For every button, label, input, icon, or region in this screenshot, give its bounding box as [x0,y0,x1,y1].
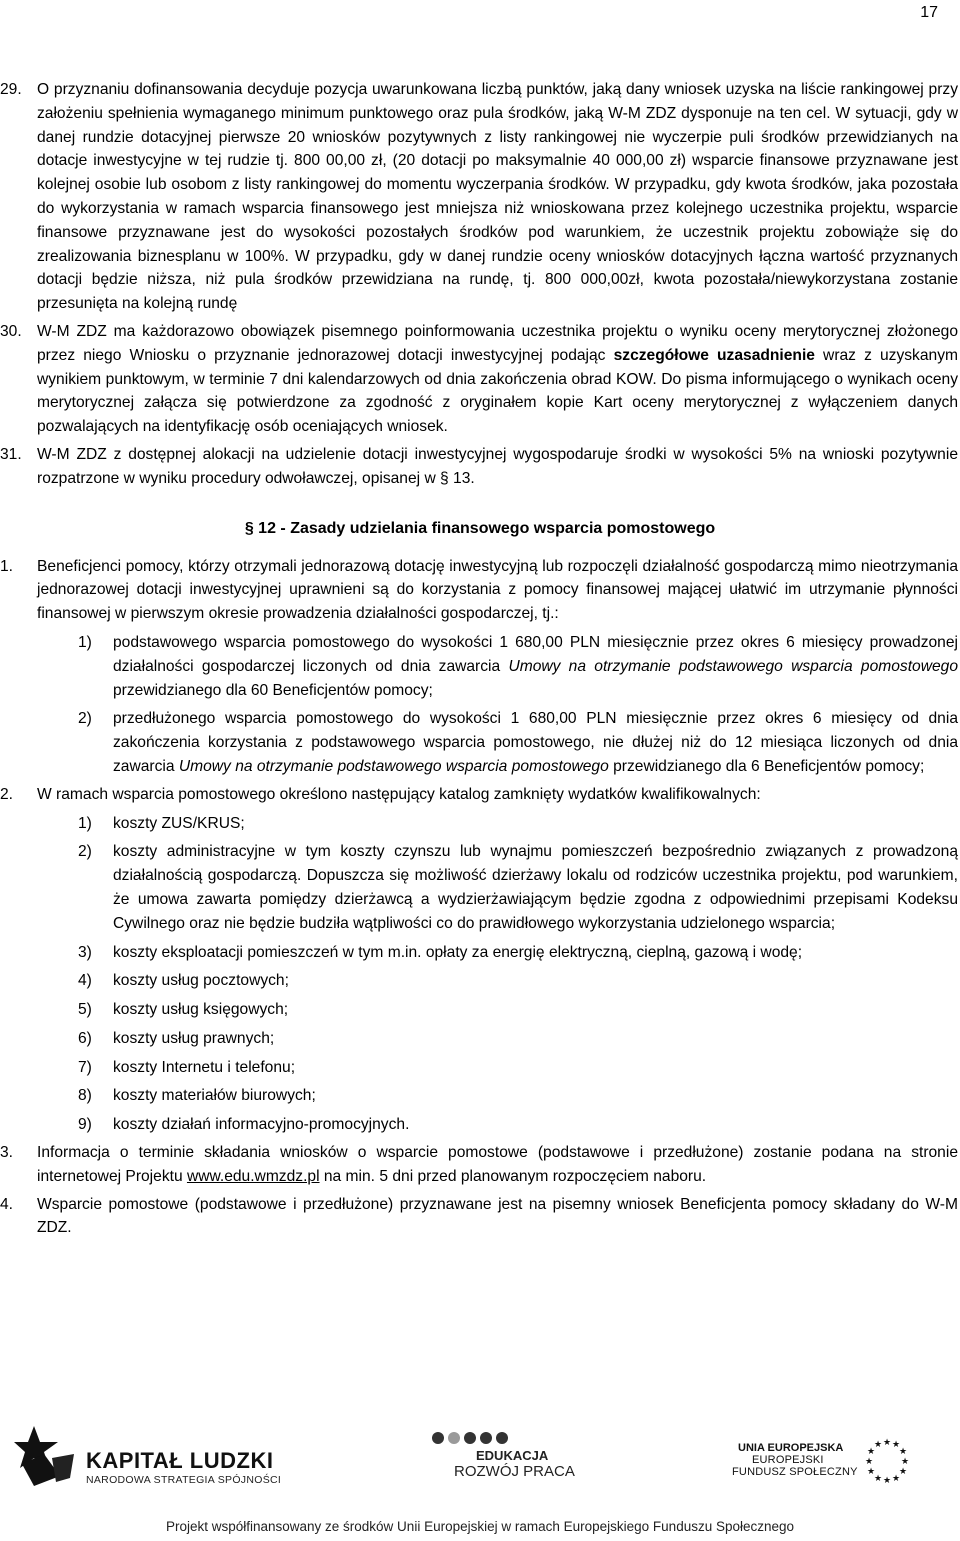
sub-item-text: podstawowego wsparcia pomostowego do wysokości 1 680,00 PLN miesięcznie przez okres 6 miesięcy prowadzonej działalności gospodarczej liczonych od dnia zawarcia [113,633,958,675]
svg-text:★: ★ [882,1438,892,1448]
svg-text:★: ★ [891,1474,901,1484]
sub-item-number: 2) [78,843,92,861]
list-item [0,812,960,836]
sub-item-text: koszty ZUS/KRUS; [113,814,245,832]
sub-item-text: koszty eksploatacji pomieszczeń w tym m.in. opłaty za energię elektryczną, cieplną, gazową i wodę; [113,943,803,961]
italic-text: Umowy na otrzymanie podstawowego wsparcia pomostowego [508,657,958,675]
list-item [0,1027,960,1051]
paragraph-30 [0,320,960,439]
page-number: 17 [920,4,938,21]
logo-title: KAPITAŁ LUDZKI [86,1448,274,1473]
sub-item [0,707,960,778]
eu-stars-icon [862,1436,912,1486]
logo-line-2: EUROPEJSKI [752,1454,824,1466]
ue-logo-text [732,1442,858,1478]
svg-text:★: ★ [873,1474,883,1484]
footer-logos [0,1418,960,1498]
item-number: 31. [0,445,22,463]
list-item [0,840,960,935]
list-item [0,998,960,1022]
logo-line-2: ROZWÓJ PRACA [454,1463,575,1480]
item-text: W ramach wsparcia pomostowego określono następujący katalog zamknięty wydatków kwalifikowalnych: [37,785,761,803]
svg-text:★: ★ [900,1457,910,1467]
sub-item-number: 6) [78,1029,92,1047]
svg-text:★: ★ [898,1447,908,1457]
sub-item-text: przewidzianego dla 6 Beneficjentów pomocy; [608,757,925,775]
sub-item-text: koszty działań informacyjno-promocyjnych. [113,1116,410,1134]
sub-item-text: koszty usług księgowych; [113,1001,289,1019]
item-number: 29. [0,81,22,98]
item-number: 1. [0,557,14,575]
dots-icon [432,1432,575,1444]
paragraph-29 [0,78,960,316]
sub-item-text: przedłużonego wsparcia pomostowego do wysokości 1 680,00 PLN miesięcznie przez okres 6 miesięcy od dnia zakończenia korzystania z podstawowego wsparcia pomostowego, nie dłużej niż do 12 miesiąca liczonych od dnia zawarcia [113,710,958,775]
item-text: Beneficjenci pomocy, którzy otrzymali jednorazową dotację inwestycyjną lub rozpoczęli działalność gospodarczą mimo nieotrzymania jednorazowej dotacji inwestycyjnej uprawnieni są do korzystania z pomocy finansowej mającej ułatwić im utrzymanie płynności finansowej w pierwszym okresie prowadzenia działalności gospodarczej, tj.: [37,557,958,623]
item-number: 3. [0,1144,14,1162]
sub-item-number: 1) [78,633,92,651]
svg-text:★: ★ [866,1467,876,1477]
sub-item-text: koszty Internetu i telefonu; [113,1058,296,1076]
bold-text: szczegółowe uzasadnienie [613,346,815,364]
item-text: na min. 5 dni przed planowanym rozpoczęciem naboru. [319,1167,707,1185]
svg-text:★: ★ [864,1457,874,1467]
sub-item-text: przewidzianego dla 60 Beneficjentów pomocy; [113,681,433,699]
sub-item-number: 9) [78,1116,92,1134]
list-item [0,1056,960,1080]
svg-text:★: ★ [898,1467,908,1477]
section-item-1 [0,555,960,626]
svg-text:★: ★ [882,1476,892,1486]
sub-item-number: 7) [78,1058,92,1076]
footer-note: Projekt współfinansowany ze środków Unii Europejskiej w ramach Europejskiego Funduszu Społecznego [165,1519,795,1534]
item-text: W-M ZDZ z dostępnej alokacji na udzielenie dotacji inwestycyjnej wygospodaruje środki w wysokości 5% na wnioski pozytywnie rozpatrzone w wyniku procedury odwoławczej, opisanej w § 13. [37,445,958,487]
item-text: Informacja o terminie składania wniosków o wsparcie pomostowe (podstawowe i przedłużone) zostanie podana na stronie internetowej Projektu [37,1144,958,1185]
logo-line-1: EDUKACJA [476,1448,549,1463]
logo-line-1: UNIA EUROPEJSKA [738,1442,844,1454]
sub-item [0,631,960,702]
sub-item-text: koszty administracyjne w tym koszty czynszu lub wynajmu pomieszczeń bezpośrednio związanych z prowadzoną działalnością gospodarczą. Dopuszcza się możliwość dzierżawy lokalu od rodziców uczestnika projektu, pod warunkiem, że umowa zawarta pomiędzy dzierżawcą a wydzierżawiającym będzie zgodna z odpowiednimi przepisami Kodeksu Cywilnego oraz nie będzie budziła wątpliwości co do prawidłowego wykorzystania udzielonego wsparcia; [113,843,958,932]
item-text: O przyznaniu dofinansowania decyduje pozycja uwarunkowana liczbą punktów, jaką dany wniosek uzyska na liście rankingowej przy założeniu spełnienia wymaganego minimum punktowego oraz pula środków, jaką W-M ZDZ dysponuje na ten cel. W sytuacji, gdy w danej rundzie dotacyjnej pierwsze 20 wniosków pozytywnych z listy rankingowej nie wyczerpie puli środków przewidzianych na dotacje inwestycyjne w tej rudzie tj. 800 00,00 zł, (20 dotacji po maksymalnie 40 000,00 zł) wsparcie finansowe przyznawane jest kolejnej osobie lub osobom z listy rankingowej do momentu wyczerpania środków. W przypadku, gdy kwota środków, jaka pozostała do wykorzystania w ramach wsparcia finansowego jest mniejsza niż wnioskowana przez kolejnego uczestnika projektu, wsparcie finansowe przyznawane jest do wysokości pozostałych środków pod warunkiem, że uczestnik projektu zobowiąże się do zrealizowania biznesplanu w 100%. W przypadku, gdy w danej rundzie oceny wniosków dotacyjnych łączna wartość przyznanych dotacji będzie niższa, niż pula środków przewidziana na rundę, tj. 800 000,00zł, kwota pozostała/niewykorzystana zostanie przesunięta na kolejną rundę [37,81,958,313]
sub-item-number: 8) [78,1087,92,1105]
svg-text:★: ★ [873,1440,883,1450]
svg-text:★: ★ [866,1447,876,1457]
sub-item-number: 1) [78,814,92,832]
svg-text:★: ★ [891,1440,901,1450]
item-number: 2. [0,785,14,803]
cost-list [0,812,960,1138]
kapital-ludzki-logo [86,1448,281,1486]
sub-item-number: 5) [78,1001,92,1019]
item-number: 30. [0,322,22,340]
sub-item-text: koszty materiałów biurowych; [113,1087,316,1105]
item-text: W-M ZDZ ma każdorazowo obowiązek pisemnego poinformowania uczestnika projektu o wyniku oceny merytorycznej złożonego przez niego Wniosku o przyznanie jednorazowej dotacji inwestycyjnej podając [37,322,958,364]
logo-line-3: FUNDUSZ SPOŁECZNY [732,1466,858,1478]
sub-item-number: 3) [78,943,92,961]
paragraph-31 [0,443,960,491]
list-item [0,1113,960,1137]
list-item [0,941,960,965]
sub-item-number: 4) [78,972,92,990]
kapital-ludzki-logo-icon [14,1424,80,1488]
item-number: 4. [0,1195,14,1213]
item-text: wraz z uzyskanym wynikiem punktowym, w terminie 7 dni kalendarzowych od dnia zakończenia obrad KOW. Do pisma informującego o wynikach oceny merytorycznej załącza się potwierdzone za zgodność z oryginałem kopie Kart oceny merytorycznej z wyłączeniem danych pozwalających na identyfikację osób oceniających wniosek. [37,346,958,436]
section-item-2 [0,783,960,807]
italic-text: Umowy na otrzymanie podstawowego wsparcia pomostowego [178,757,609,775]
section-item-3 [0,1141,960,1189]
sub-item-text: koszty usług pocztowych; [113,972,289,990]
section-heading: § 12 - Zasady udzielania finansowego wsparcia pomostowego [244,519,716,537]
sub-item-text: koszty usług prawnych; [113,1029,275,1047]
item-text: Wsparcie pomostowe (podstawowe i przedłużone) przyznawane jest na pisemny wniosek Beneficjenta pomocy składany do W-M ZDZ. [37,1195,958,1237]
logo-subtitle: NARODOWA STRATEGIA SPÓJNOŚCI [86,1474,282,1486]
sub-item-number: 2) [78,710,92,728]
section-item-4 [0,1193,960,1241]
list-item [0,1084,960,1108]
website-link[interactable]: www.edu.wmzdz.pl [186,1167,320,1185]
edukacja-logo [432,1432,575,1480]
document-body [0,78,960,1240]
list-item [0,969,960,993]
